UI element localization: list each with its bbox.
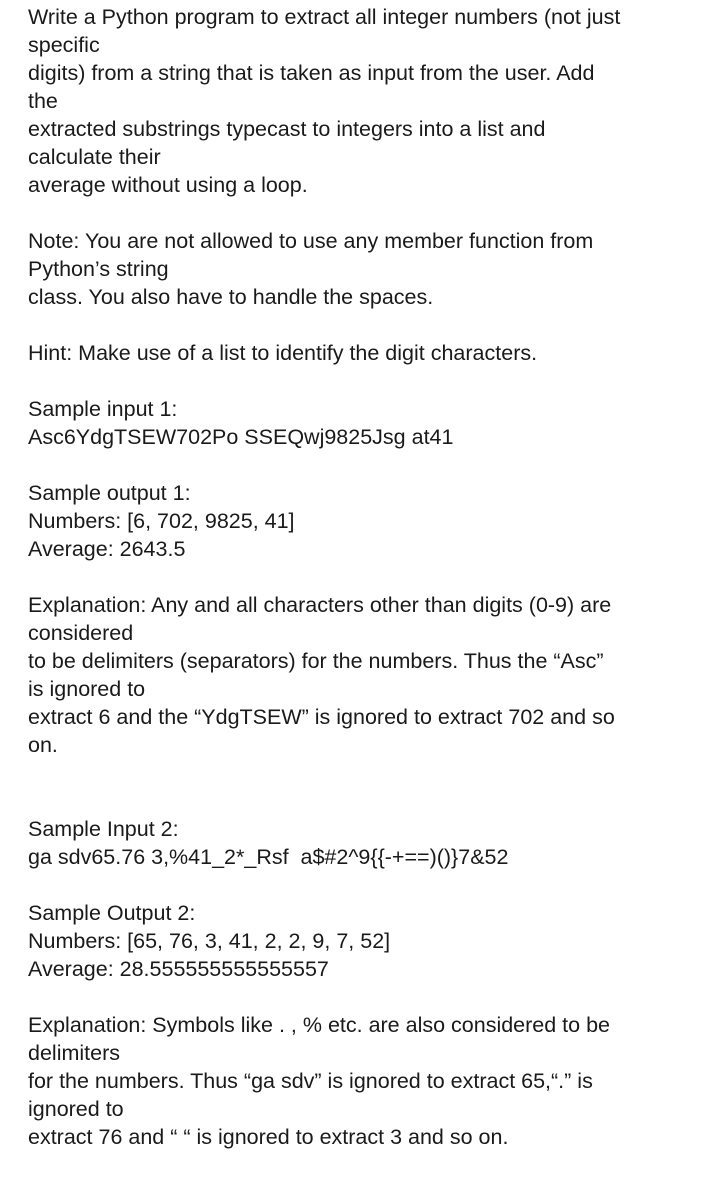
sample-value: Average: 28.555555555555557 (28, 957, 329, 981)
text-line: specific (28, 33, 100, 57)
sample-value: Numbers: [6, 702, 9825, 41] (28, 509, 295, 533)
sample-value: Asc6YdgTSEW702Po SSEQwj9825Jsg at41 (28, 425, 454, 449)
text-line: considered (28, 621, 134, 645)
paragraph-spacer (28, 759, 708, 787)
paragraph-spacer (28, 871, 708, 899)
note-paragraph (28, 227, 708, 311)
sample-label: Sample Output 2: (28, 901, 196, 925)
hint-paragraph (28, 339, 708, 367)
text-line: calculate their (28, 145, 161, 169)
paragraph-spacer (28, 311, 708, 339)
text-line: digits) from a string that is taken as input from the user. Add (28, 61, 595, 85)
sample-label: Sample Input 2: (28, 817, 179, 841)
text-line: class. You also have to handle the spaces. (28, 285, 434, 309)
explanation-2 (28, 1011, 708, 1151)
sample-label: Sample input 1: (28, 397, 178, 421)
text-line: Note: You are not allowed to use any member function from (28, 229, 594, 253)
text-line: Python’s string (28, 257, 169, 281)
text-line: Hint: Make use of a list to identify the digit characters. (28, 341, 538, 365)
paragraph-spacer (28, 199, 708, 227)
paragraph-spacer (28, 983, 708, 1011)
sample-input-1 (28, 395, 708, 451)
sample-label: Sample output 1: (28, 481, 191, 505)
task-paragraph (28, 3, 708, 199)
sample-output-2 (28, 899, 708, 983)
sample-input-2 (28, 815, 708, 871)
paragraph-spacer (28, 367, 708, 395)
text-line: the (28, 89, 58, 113)
text-line: for the numbers. Thus “ga sdv” is ignored to extract 65,“.” is (28, 1069, 593, 1093)
explanation-1 (28, 591, 708, 759)
text-line: ignored to (28, 1097, 124, 1121)
sample-value: ga sdv65.76 3,%41_2*_Rsf a$#2^9{{-+==)()}7&52 (28, 845, 509, 869)
text-line: average without using a loop. (28, 173, 308, 197)
text-line: extract 6 and the “YdgTSEW” is ignored to extract 702 and so (28, 705, 615, 729)
text-line: is ignored to (28, 677, 146, 701)
text-line: extract 76 and “ “ is ignored to extract 3 and so on. (28, 1125, 509, 1149)
paragraph-spacer (28, 563, 708, 591)
sample-output-1 (28, 479, 708, 563)
text-line: delimiters (28, 1041, 120, 1065)
text-line: to be delimiters (separators) for the numbers. Thus the “Asc” (28, 649, 604, 673)
paragraph-spacer (28, 451, 708, 479)
text-line: extracted substrings typecast to integers into a list and (28, 117, 546, 141)
sample-value: Numbers: [65, 76, 3, 41, 2, 2, 9, 7, 52] (28, 929, 391, 953)
sample-value: Average: 2643.5 (28, 537, 186, 561)
text-line: Write a Python program to extract all integer numbers (not just (28, 5, 621, 29)
text-line: on. (28, 733, 58, 757)
text-line: Explanation: Any and all characters other than digits (0-9) are (28, 593, 612, 617)
paragraph-spacer (28, 787, 708, 815)
problem-statement (28, 3, 708, 1151)
text-line: Explanation: Symbols like . , % etc. are also considered to be (28, 1013, 611, 1037)
